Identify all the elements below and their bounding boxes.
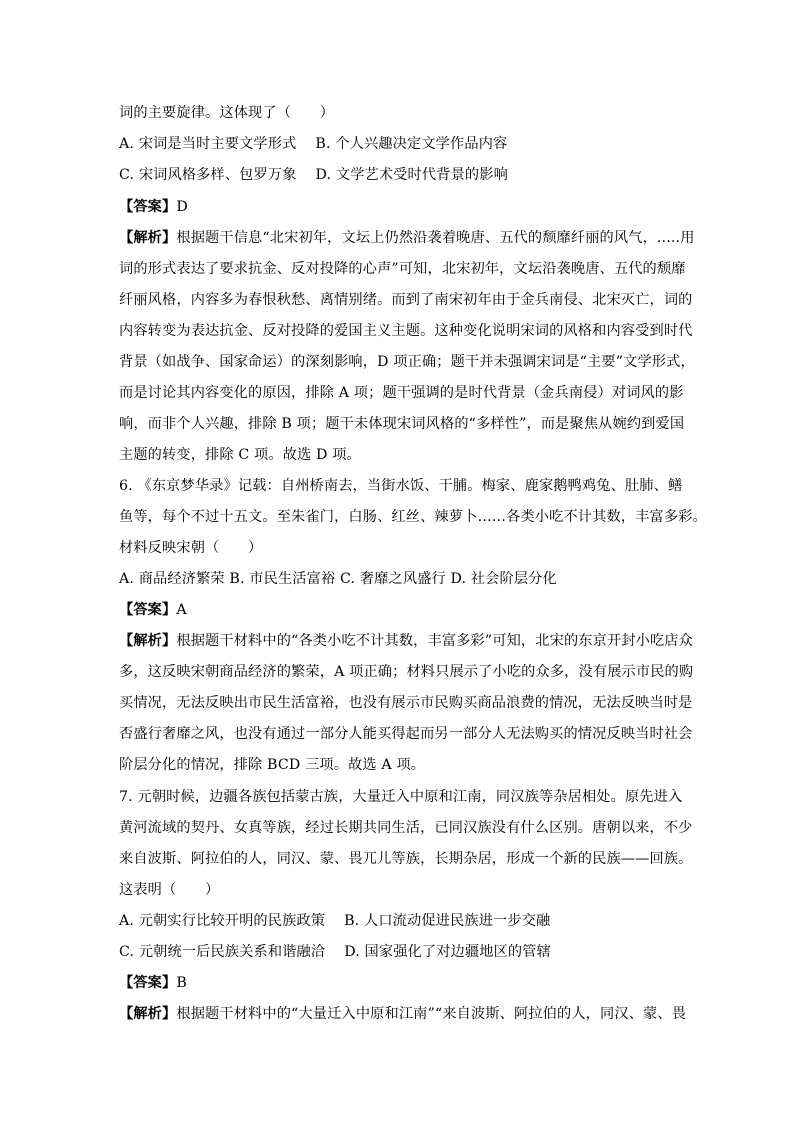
line-text: 主题的转变，排除 C 项。故选 D 项。 [119, 447, 361, 463]
text-line [119, 538, 679, 558]
text-line [119, 507, 707, 527]
text-line [119, 569, 679, 589]
line-text: 根据题干材料中的“各类小吃不计其数，丰富多彩”可知，北宋的东京开封小吃店众 [176, 633, 693, 649]
text-line [119, 197, 679, 217]
text-line [119, 352, 695, 372]
line-text: 鱼等，每个不过十五文。至朱雀门，白肠、红丝、辣萝卜……各类小吃不计其数，丰富多彩。 [119, 509, 707, 525]
text-line [119, 414, 685, 434]
text-line [119, 290, 693, 310]
text-line [119, 693, 693, 713]
text-line [119, 880, 679, 900]
line-text: 内容转变为表达抗金、反对投降的爱国主义主题。这种变化说明宋词的风格和内容受到时代 [119, 323, 693, 339]
line-text: 黄河流域的契丹、女真等族，经过长期共同生活，已同汉族没有什么区别。唐朝以来，不少 [119, 820, 693, 836]
line-text: 而是讨论其内容变化的原因，排除 A 项；题干强调的是时代背景（金兵南侵）对词风的影 [119, 385, 684, 401]
answer-label: 【解析】 [119, 633, 177, 649]
line-text: 响，而非个人兴趣，排除 B 项；题干未体现宋词风格的“多样性”，而是聚焦从婉约到爱国 [119, 416, 685, 432]
answer-label: 【解析】 [119, 230, 177, 246]
text-line [119, 631, 693, 651]
text-line [119, 445, 679, 465]
answer-label: 【答案】 [119, 199, 177, 215]
text-line [119, 103, 679, 123]
line-text: 根据题干材料中的“大量迁入中原和江南”“来自波斯、阿拉伯的人，同汉、蒙、畏 [176, 1006, 687, 1022]
line-text: 材料反映宋朝（ ） [119, 540, 263, 556]
line-text: 这表明（ ） [119, 882, 220, 898]
line-text: 背景（如战争、国家命运）的深刻影响，D 项正确；题干并未强调宋词是“主要”文学形式， [119, 354, 695, 370]
line-text: 来自波斯、阿拉伯的人，同汉、蒙、畏兀儿等族，长期杂居，形成一个新的民族——回族。 [119, 851, 693, 867]
line-text: D [176, 199, 188, 215]
text-line [119, 259, 686, 279]
line-text: 词的形式表达了要求抗金、反对投降的心声”可知，北宋初年，文坛沿袭晚唐、五代的颓靡 [119, 261, 686, 277]
text-line [119, 134, 679, 154]
answer-label: 【答案】 [119, 975, 177, 991]
text-line [119, 755, 679, 775]
text-line [119, 228, 695, 248]
line-text: A. 商品经济繁荣 B. 市民生活富裕 C. 奢靡之风盛行 D. 社会阶层分化 [119, 571, 557, 587]
text-line [119, 662, 694, 682]
text-line [119, 321, 693, 341]
text-line [119, 818, 693, 838]
line-text: A. 宋词是当时主要文学形式 B. 个人兴趣决定文学作品内容 [119, 136, 508, 152]
text-line [119, 942, 679, 962]
line-text: 7. 元朝时候，边疆各族包括蒙古族，大量迁入中原和江南，同汉族等杂居相处。原先进入 [119, 789, 683, 805]
text-line [119, 165, 679, 185]
line-text: 阶层分化的情况，排除 BCD 三项。故选 A 项。 [119, 757, 426, 773]
answer-label: 【解析】 [119, 1006, 177, 1022]
line-text: 根据题干信息“北宋初年，文坛上仍然沿袭着晚唐、五代的颓靡纤丽的风气，.....用 [176, 230, 695, 246]
text-line [119, 383, 684, 403]
line-text: 纤丽风格，内容多为春恨秋愁、离情别绪。而到了南宋初年由于金兵南侵、北宋灭亡，词的 [119, 292, 693, 308]
line-text: A [176, 602, 187, 618]
text-line [119, 724, 693, 744]
line-text: C. 宋词风格多样、包罗万象 D. 文学艺术受时代背景的影响 [119, 167, 508, 183]
line-text: C. 元朝统一后民族关系和谐融洽 D. 国家强化了对边疆地区的管辖 [119, 944, 551, 960]
text-line [119, 1004, 687, 1024]
line-text: 多，这反映宋朝商品经济的繁荣，A 项正确；材料只展示了小吃的众多，没有展示市民的购 [119, 664, 694, 680]
text-line [119, 973, 679, 993]
line-text: 6. 《东京梦华录》记载：自州桥南去，当街水饭、干脯。梅家、鹿家鹅鸭鸡兔、肚肺、鳝 [119, 478, 683, 494]
text-line [119, 911, 679, 931]
text-line [119, 849, 693, 869]
text-line [119, 787, 683, 807]
line-text: 词的主要旋律。这体现了（ ） [119, 105, 335, 121]
line-text: B [176, 975, 187, 991]
answer-label: 【答案】 [119, 602, 177, 618]
line-text: 买情况，无法反映出市民生活富裕，也没有展示市民购买商品浪费的情况，无法反映当时是 [119, 695, 693, 711]
line-text: 否盛行奢靡之风，也没有通过一部分人能买得起而另一部分人无法购买的情况反映当时社会 [119, 726, 693, 742]
text-line [119, 600, 679, 620]
text-line [119, 476, 683, 496]
line-text: A. 元朝实行比较开明的民族政策 B. 人口流动促进民族进一步交融 [119, 913, 551, 929]
